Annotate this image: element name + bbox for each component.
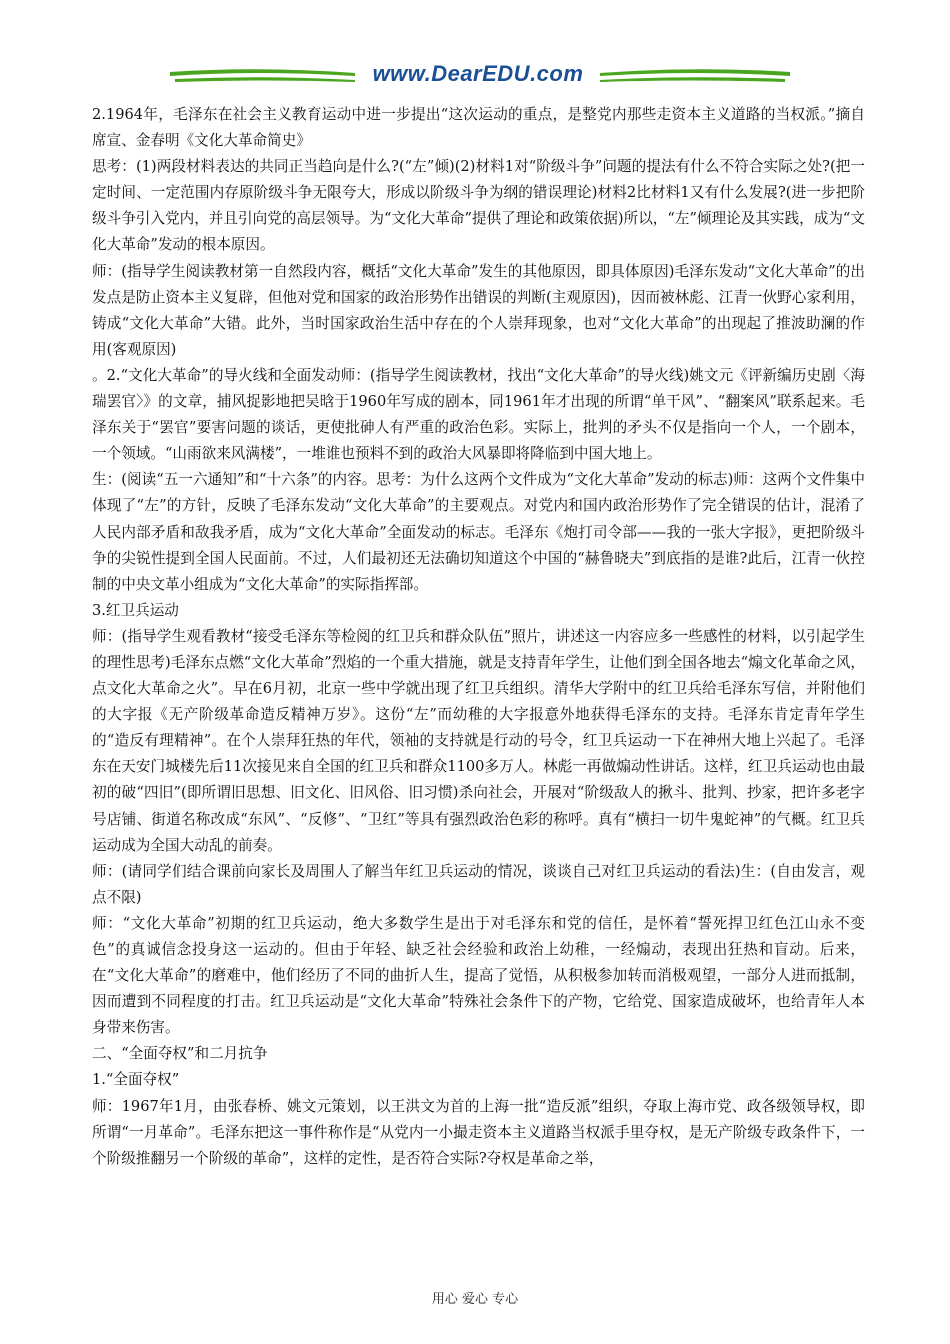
paragraph: 师：(请同学们结合课前向家长及周围人了解当年红卫兵运动的情况，谈谈自己对红卫兵运动的看法)生：(自由发言，观点不限): [92, 862, 865, 906]
page-footer: 用心 爱心 专心: [431, 1292, 519, 1307]
document-body: [92, 102, 865, 1172]
section-heading: 1.“全面夺权”: [92, 1071, 180, 1089]
paragraph: 师：(指导学生阅读教材第一自然段内容，概括“文化大革命”发生的其他原因，即具体原因)毛泽东发动“文化大革命”的出发点是防止资本主义复辟，但他对党和国家的政治形势作出错误的判断(主观原因)，因而被林彪、江青一伙野心家利用，铸成“文化大革命”大错。此外，当时国家政治生活中存在的个人崇拜现象，也对“文化大革命”的出现起了推波助澜的作用(客观原因): [92, 262, 865, 358]
paragraph: 2.1964年，毛泽东在社会主义教育运动中进一步提出“这次运动的重点，是整党内那些走资本主义道路的当权派。”摘自席宣、金春明《文化大革命简史》: [92, 106, 865, 150]
paragraph: 师：“文化大革命”初期的红卫兵运动，绝大多数学生是出于对毛泽东和党的信任，是怀着“誓死捍卫红色江山永不变色”的真诚信念投身这一运动的。但由于年轻、缺乏社会经验和政治上幼稚，一经煽动，表现出狂热和盲动。后来，在“文化大革命”的磨难中，他们经历了不同的曲折人生，提高了觉悟，从积极参加转而消极观望，一部分人进而抵制，因而遭到不同程度的打击。红卫兵运动是“文化大革命”特殊社会条件下的产物，它给党、国家造成破坏，也给青年人本身带来伤害。: [92, 914, 865, 1037]
paragraph: 思考：(1)两段材料表达的共同正当趋向是什么?(“左”倾)(2)材料1对“阶级斗争”问题的提法有什么不符合实际之处?(把一定时间、一定范围内存原阶级斗争无限夸大，形成以阶级斗争为纲的错误理论)材料2比材料1又有什么发展?(进一步把阶级斗争引入党内，并且引向党的高层领导。为“文化大革命”提供了理论和政策依据)所以，“左”倾理论及其实践，成为“文化大革命”发动的根本原因。: [92, 158, 865, 254]
section-heading: 3.红卫兵运动: [92, 601, 179, 619]
section-heading: 二、“全面夺权”和二月抗争: [92, 1045, 268, 1063]
site-logo[interactable]: www.DearEDU.com: [372, 61, 584, 86]
paragraph: 师：(指导学生观看教材“接受毛泽东等检阅的红卫兵和群众队伍”照片，讲述这一内容应多一些感性的材料，以引起学生的理性思考)毛泽东点燃“文化大革命”烈焰的一个重大措施，就是支持青年学生，让他们到全国各地去“煽文化革命之风，点文化大革命之火”。早在6月初，北京一些中学就出现了红卫兵组织。清华大学附中的红卫兵给毛泽东写信，并附他们的大字报《无产阶级革命造反精神万岁》。这份“左”而幼稚的大字报意外地获得毛泽东的支持。毛泽东肯定青年学生的“造反有理精神”。在个人崇拜狂热的年代，领袖的支持就是行动的号令，红卫兵运动一下在神州大地上兴起了。毛泽东在天安门城楼先后11次接见来自全国的红卫兵和群众1100多万人。林彪一再做煽动性讲话。这样，红卫兵运动也由最初的破“四旧”(即所谓旧思想、旧文化、旧风俗、旧习惯)杀向社会，开展对“阶级敌人的揪斗、批判、抄家，把许多老字号店铺、街道名称改成“东风”、“反修”、“卫红”等具有强烈政治色彩的称呼。真有“横扫一切牛鬼蛇神”的气概。红卫兵运动成为全国大动乱的前奏。: [92, 627, 865, 854]
paragraph: 师：1967年1月，由张春桥、姚文元策划，以王洪文为首的上海一批“造反派”组织，夺取上海市党、政各级领导权，即所谓“一月革命”。毛泽东把这一事件称作是“从党内一小撮走资本主义道路当权派手里夺权，是无产阶级专政条件下，一个阶级推翻另一个阶级的革命”，这样的定性，是否符合实际?夺权是革命之举，: [92, 1097, 865, 1167]
paragraph: 生：(阅读“五一六通知”和“十六条”的内容。思考：为什么这两个文件成为“文化大革命”发动的标志)师：这两个文件集中体现了“左”的方针，反映了毛泽东发动“文化大革命”的主要观点。对党内和国内政治形势作了完全错误的估计，混淆了人民内部矛盾和敌我矛盾，成为“文化大革命”全面发动的标志。毛泽东《炮打司令部——我的一张大字报》，更把阶级斗争的尖锐性提到全国人民面前。不过，人们最初还无法确切知道这个中国的“赫鲁晓夫”到底指的是谁?此后，江青一伙控制的中央文革小组成为“文化大革命”的实际指挥部。: [92, 471, 865, 593]
site-header: [0, 0, 950, 100]
paragraph: 。2.“文化大革命”的导火线和全面发动师：(指导学生阅读教材，找出“文化大革命”的导火线)姚文元《评新编历史剧〈海瑞罢官〉》的文章，捕风捉影地把吴晗于1960年写成的剧本，同1961年才出现的所谓“单干风”、“翻案风”联系起来。毛泽东关于“罢官”要害问题的谈话，更使批砷人有严重的政治色彩。实际上，批判的矛头不仅是指向一个人，一个剧本，一个领域。“山雨欲来风满楼”，一堆谁也预料不到的政治大风暴即将降临到中国大地上。: [92, 366, 865, 463]
